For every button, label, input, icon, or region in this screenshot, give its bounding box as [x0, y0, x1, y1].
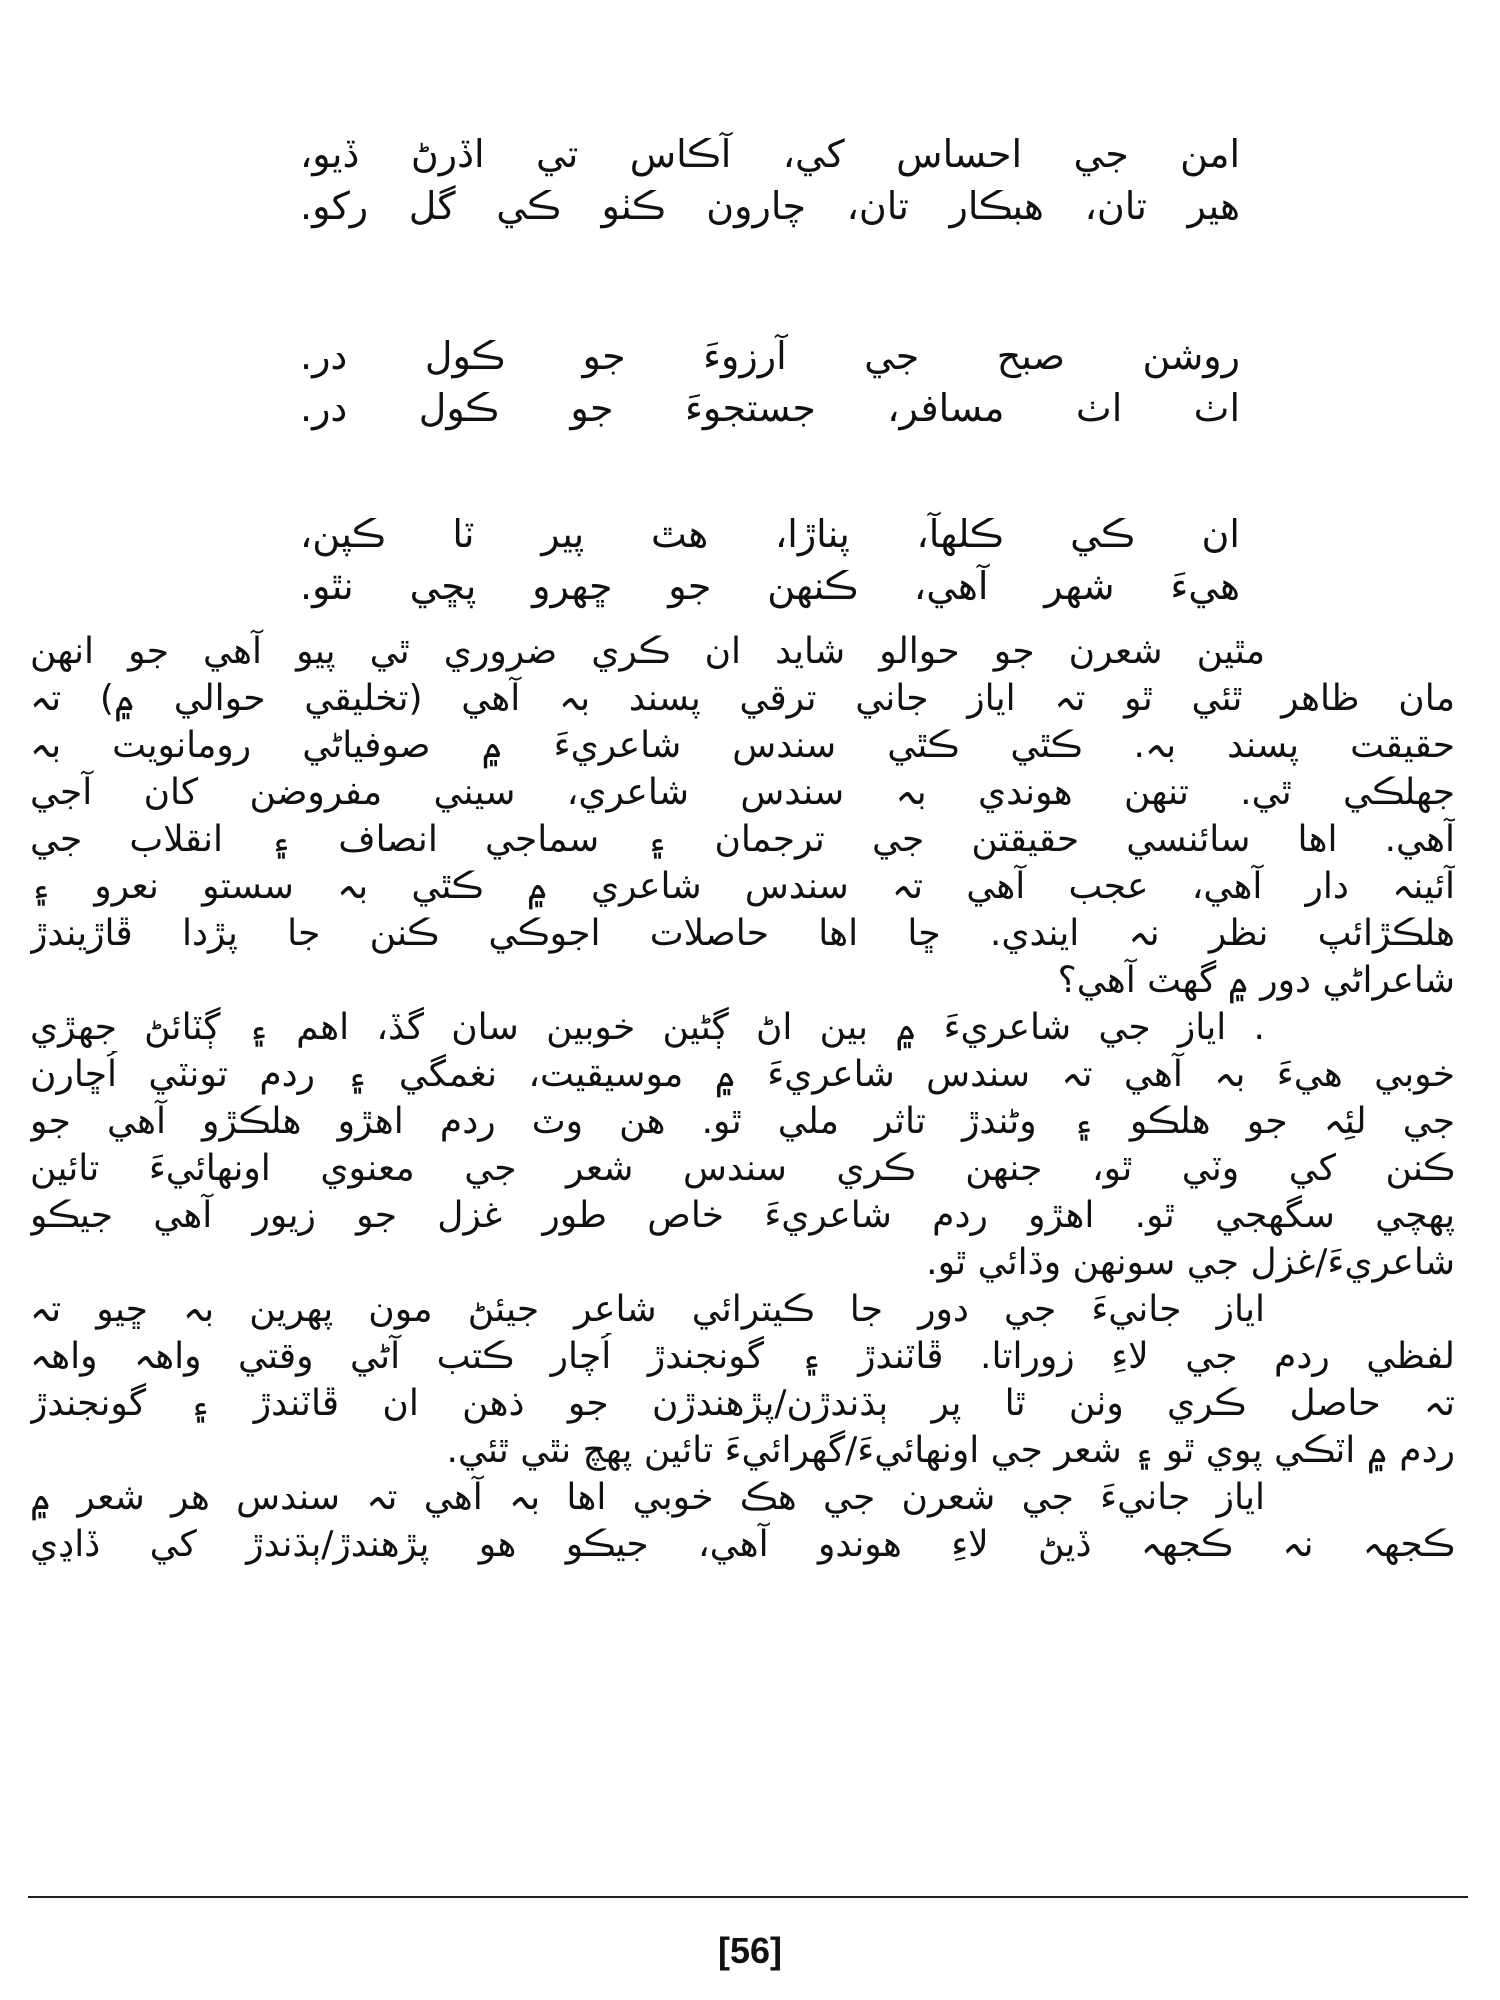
- text-line: مان ظاهر ٿئي ٿو تہ اياز جاني ترقي پسند بہ آهي (تخليقي حوالي ۾) تہ: [30, 678, 1455, 719]
- poem-stanza-3: [300, 508, 1240, 612]
- text-line: مٿين شعرن جو حوالو شايد ان ڪري ضروري ٿي پيو آهي جو انهن: [30, 631, 1265, 672]
- text-line: هلڪڙائپ نظر نہ ايندي. ڇا اها حاصلات اجوڪي ڪنن جا پڙدا ڦاڙيندڙ: [30, 913, 1455, 954]
- text-line: پهچي سگهجي ٿو. اهڙو ردم شاعريءَ خاص طور غزل جو زيور آهي جيڪو: [30, 1195, 1455, 1236]
- text-line: جهلڪي ٿي. تنهن هوندي بہ سندس شاعري، سيني مفروضن کان آجي: [30, 772, 1455, 813]
- verse-line: هيءَ شهر آهي، ڪنهن جو ڇهرو پڇي نٿو.: [300, 564, 1240, 608]
- text-line: حقيقت پسند بہ. ڪٿي ڪٿي سندس شاعريءَ ۾ صوفياڻي رومانويت بہ: [30, 725, 1455, 766]
- verse-line: اٺ اٺ مسافر، جستجوءَ جو ڪول در.: [300, 386, 1240, 430]
- body-text: [30, 628, 1455, 1568]
- text-line: اياز جانيءَ جي شعرن جي هڪ خوبي اها بہ آهي تہ سندس هر شعر ۾: [30, 1477, 1265, 1518]
- verse-line: ان ڪي ڪلهآ، پناڙا، هٿ پير ٽا ڪپن،: [300, 512, 1240, 556]
- text-line: ڪنن کي وٽي ٿو، جنهن ڪري سندس شعر جي معنوي اونهائيءَ تائين: [30, 1148, 1455, 1189]
- paragraph-1: [30, 628, 1455, 1004]
- text-line: ردم ۾ اٽڪي پوي ٿو ۽ شعر جي اونهائيءَ/گهرائيءَ تائين پهچ نٿي ٿئي.: [446, 1430, 1455, 1471]
- text-line: . اياز جي شاعريءَ ۾ بين اڻ ڳڻين خوبين سان گڏ، اهم ۽ ڳٽائڻ جهڙي: [30, 1007, 1265, 1048]
- text-line: شاعريءَ/غزل جي سونهن وڌائي ٿو.: [926, 1242, 1455, 1283]
- page-number: [56]: [717, 1930, 783, 1971]
- verse-line: امن جي احساس کي، آڪاس تي اڏرڻ ڏيو،: [300, 132, 1240, 176]
- paragraph-2: [30, 1004, 1455, 1286]
- verse-line: هير تان، هبڪار تان، چارون ڪٺو ڪي گل رکو.: [300, 184, 1240, 228]
- text-line: شاعراڻي دور ۾ گهٽ آهي؟: [1057, 960, 1455, 1001]
- poem-stanza-2: [300, 330, 1240, 434]
- text-line: جي لئِہ جو هلڪو ۽ وڻندڙ تاثر ملي ٿو. هن وٽ ردم اهڙو هلڪڙو آهي جو: [30, 1101, 1455, 1142]
- footer-divider: [28, 1896, 1468, 1898]
- text-line: آئينہ دار آهي، عجب آهي تہ سندس شاعري ۾ ڪٿي بہ سستو نعرو ۽: [30, 866, 1455, 907]
- paragraph-4: [30, 1474, 1455, 1568]
- text-line: ڪجهہ نہ ڪجهہ ڏيڻ لاءِ هوندو آهي، جيڪو هو پڙهندڙ/ٻڌندڙ کي ڏاڍي: [30, 1524, 1455, 1565]
- text-line: لفظي ردم جي لاءِ زوراتا. ڦاٽندڙ ۽ گونجندڙ اُچار ڪتب آڻي وقتي واهہ واهہ: [30, 1336, 1455, 1377]
- text-line: تہ حاصل ڪري وٺن ٿا پر ٻڌندڙن/پڙهندڙن جو ذهن ان ڦاٽندڙ ۽ گونجندڙ: [30, 1383, 1455, 1424]
- poem-stanza-1: [300, 128, 1240, 232]
- text-line: خوبي هيءَ بہ آهي تہ سندس شاعريءَ ۾ موسيقيت، نغمگي ۽ ردم تونٽي اُڇارن: [30, 1054, 1455, 1095]
- text-line: اياز جانيءَ جي دور جا ڪيترائي شاعر جيئڻ مون پهرين بہ ڇيو تہ: [30, 1289, 1265, 1330]
- text-line: آهي. اها سائنسي حقيقتن جي ترجمان ۽ سماجي انصاف ۽ انقلاب جي: [30, 819, 1455, 860]
- paragraph-3: [30, 1286, 1455, 1474]
- verse-line: روشن صبح جي آرزوءَ جو ڪول در.: [300, 334, 1240, 378]
